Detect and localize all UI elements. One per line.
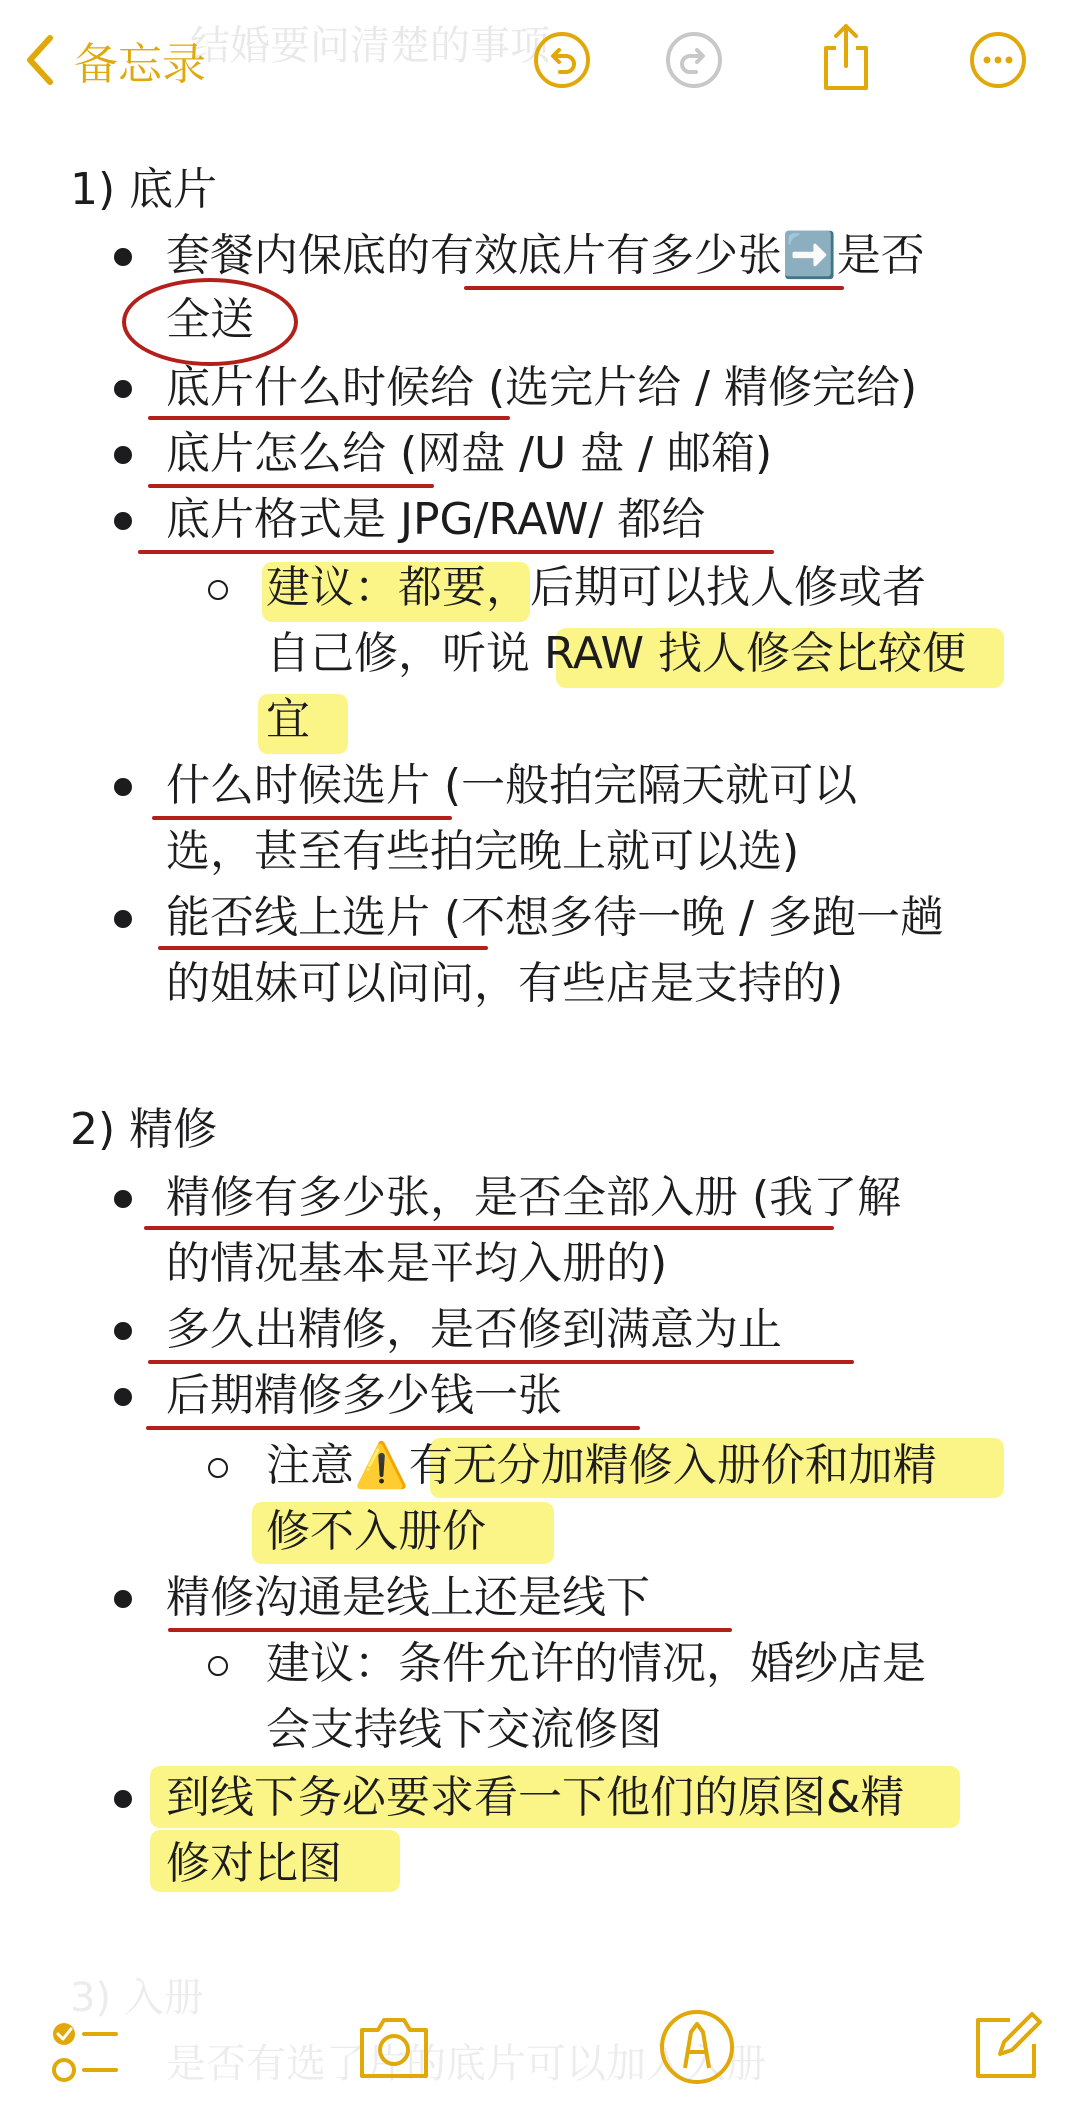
- bullet-dot: [114, 778, 132, 796]
- arrow-right-icon: ➡️: [782, 230, 837, 281]
- list-item: 底片怎么给 (网盘 /U 盘 / 邮箱): [166, 428, 773, 479]
- bullet-dot: [114, 910, 132, 928]
- list-item: 后期精修多少钱一张: [166, 1370, 562, 1421]
- red-underline: [148, 416, 510, 420]
- faded-title: 结婚要问清楚的事项: [190, 23, 550, 69]
- sub-list-item-continuation: 自己修，听说 RAW 找人修会比较便: [266, 628, 966, 679]
- bottom-toolbar: [0, 1980, 1080, 2113]
- checklist-icon: [42, 2012, 122, 2092]
- bullet-dot: [114, 1388, 132, 1406]
- list-item: 底片什么时候给 (选完片给 / 精修完给): [166, 362, 918, 413]
- red-underline: [148, 484, 434, 488]
- sub-list-item: 注意⚠️有无分加精修入册价和加精: [266, 1440, 937, 1491]
- bullet-dot: [114, 1190, 132, 1208]
- sub-bullet: [208, 1458, 228, 1478]
- list-item: 能否线上选片 (不想多待一晚 / 多跑一趟: [166, 892, 944, 943]
- bullet-dot: [114, 380, 132, 398]
- red-underline: [144, 1226, 834, 1230]
- section-heading: 1) 底片: [70, 164, 218, 215]
- compose-button[interactable]: [970, 2010, 1044, 2084]
- red-underline: [158, 946, 488, 950]
- camera-button[interactable]: [356, 2012, 432, 2082]
- sub-list-item: 建议：都要，后期可以找人修或者: [266, 562, 926, 613]
- undo-button[interactable]: [532, 30, 592, 90]
- share-icon: [818, 22, 874, 92]
- more-icon: [968, 30, 1028, 90]
- markup-button[interactable]: [658, 2008, 736, 2086]
- list-item: 精修沟通是线上还是线下: [166, 1572, 650, 1623]
- section-heading: 2) 精修: [70, 1104, 218, 1155]
- list-item-continuation: 选，甚至有些拍完晚上就可以选): [166, 826, 800, 877]
- bullet-dot: [114, 512, 132, 530]
- warning-icon: ⚠️: [354, 1440, 409, 1491]
- top-toolbar: [0, 0, 1080, 130]
- back-button[interactable]: [22, 28, 206, 92]
- sub-bullet: [208, 580, 228, 600]
- red-underline: [168, 1628, 732, 1632]
- undo-icon: [532, 30, 592, 90]
- list-item: 什么时候选片 (一般拍完隔天就可以: [166, 760, 858, 811]
- list-item-continuation: 全送: [166, 294, 254, 345]
- faded-section-heading: 3) 入册: [70, 1975, 204, 2021]
- pen-markup-icon: [658, 2008, 736, 2086]
- redo-button[interactable]: [664, 30, 724, 90]
- list-item-continuation: 的姐妹可以问问，有些店是支持的): [166, 958, 844, 1009]
- bullet-dot: [114, 1790, 132, 1808]
- list-item: 套餐内保底的有效底片有多少张➡️是否: [166, 230, 925, 281]
- back-label: 备忘录: [74, 39, 206, 90]
- checklist-button[interactable]: [42, 2012, 122, 2092]
- list-item-continuation: 的情况基本是平均入册的): [166, 1238, 668, 1289]
- bullet-dot: [114, 1322, 132, 1340]
- sub-bullet: [208, 1656, 228, 1676]
- compose-icon: [970, 2010, 1044, 2084]
- sub-list-item-continuation: 修不入册价: [266, 1506, 486, 1557]
- list-item-continuation: 修对比图: [166, 1838, 342, 1889]
- faded-list-item: 是否有选了片的底片可以加入入册: [166, 2041, 766, 2087]
- red-underline: [138, 550, 774, 554]
- chevron-left-icon: [22, 32, 56, 88]
- list-item: 底片格式是 JPG/RAW/ 都给: [166, 494, 706, 545]
- bullet-dot: [114, 1590, 132, 1608]
- redo-icon: [664, 30, 724, 90]
- sub-list-item: 建议：条件允许的情况，婚纱店是: [266, 1638, 926, 1689]
- sub-list-item-continuation: 宜: [266, 694, 310, 745]
- more-button[interactable]: [968, 30, 1028, 90]
- red-underline: [146, 1426, 640, 1430]
- share-button[interactable]: [818, 22, 874, 92]
- list-item: 到线下务必要求看一下他们的原图&精: [166, 1772, 905, 1823]
- bullet-dot: [114, 248, 132, 266]
- list-item: 多久出精修，是否修到满意为止: [166, 1304, 782, 1355]
- red-underline: [148, 1360, 854, 1364]
- sub-list-item-continuation: 会支持线下交流修图: [266, 1704, 662, 1755]
- bullet-dot: [114, 446, 132, 464]
- red-underline: [464, 286, 844, 290]
- list-item: 精修有多少张，是否全部入册 (我了解: [166, 1172, 902, 1223]
- camera-icon: [356, 2012, 432, 2082]
- red-underline: [152, 816, 452, 820]
